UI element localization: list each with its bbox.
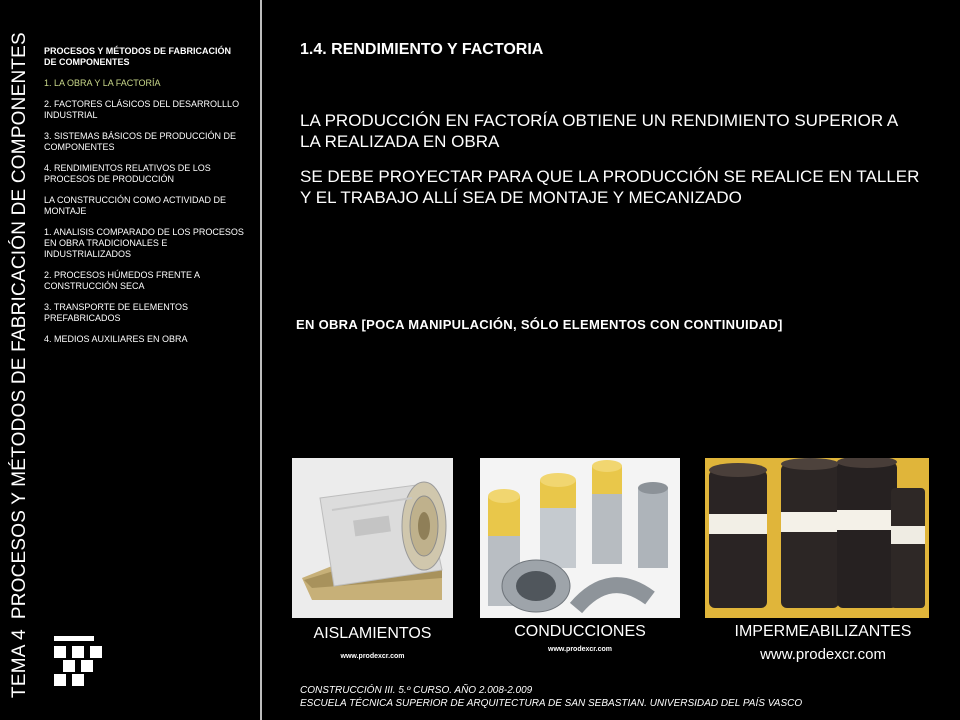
waterproofing-rolls-image <box>705 458 929 618</box>
ducts-image <box>480 458 680 618</box>
product-conducciones <box>480 458 680 653</box>
aislamientos-label: AISLAMIENTOS <box>313 625 432 642</box>
vertical-title <box>0 0 40 720</box>
tema-label: TEMA 4 <box>9 629 30 698</box>
sidebar-item-obra-factoria[interactable]: 1. LA OBRA Y LA FACTORÍA <box>44 78 161 88</box>
paragraph-proyectar: SE DEBE PROYECTAR PARA QUE LA PRODUCCIÓN SE REALICE EN TALLER Y EL TRABAJO ALLÍ SEA DE MONTAJE Y MECANIZADO <box>300 167 920 207</box>
sidebar-item-analisis-comparado[interactable]: 1. ANALISIS COMPARADO DE LOS PROCESOS EN OBRA TRADICIONALES E INDUSTRIALIZADOS <box>44 227 244 259</box>
aislamientos-url[interactable]: www.prodexcr.com <box>340 653 405 660</box>
sidebar-item-medios-auxiliares[interactable]: 4. MEDIOS AUXILIARES EN OBRA <box>44 334 188 344</box>
footer <box>300 684 802 710</box>
en-obra-subtitle: EN OBRA [POCA MANIPULACIÓN, SÓLO ELEMENTOS CON CONTINUIDAD] <box>296 317 783 332</box>
sidebar-item-procesos-humedos[interactable]: 2. PROCESOS HÚMEDOS FRENTE A CONSTRUCCIÓN SECA <box>44 270 200 291</box>
paragraph-rendimiento: LA PRODUCCIÓN EN FACTORÍA OBTIENE UN RENDIMIENTO SUPERIOR A LA REALIZADA EN OBRA <box>300 111 898 151</box>
conducciones-url[interactable]: www.prodexcr.com <box>548 646 612 653</box>
sidebar-nav <box>44 46 256 355</box>
conducciones-label: CONDUCCIONES <box>514 623 646 640</box>
product-aislamientos <box>292 458 453 660</box>
sidebar-item-heading[interactable]: PROCESOS Y MÉTODOS DE FABRICACIÓN DE COMPONENTES <box>44 46 232 67</box>
impermeabilizantes-url[interactable]: www.prodexcr.com <box>760 646 886 663</box>
sidebar-item-transporte[interactable]: 3. TRANSPORTE DE ELEMENTOS PREFABRICADOS <box>44 302 189 323</box>
university-logo-icon <box>50 634 110 690</box>
sidebar-item-sistemas-basicos[interactable]: 3. SISTEMAS BÁSICOS DE PRODUCCIÓN DE COMPONENTES <box>44 131 237 152</box>
footer-school: ESCUELA TÉCNICA SUPERIOR DE ARQUITECTURA DE SAN SEBASTIAN. UNIVERSIDAD DEL PAÍS VASCO <box>300 698 803 709</box>
vertical-divider <box>260 0 262 720</box>
sidebar-item-rendimientos[interactable]: 4. RENDIMIENTOS RELATIVOS DE LOS PROCESOS DE PRODUCCIÓN <box>44 163 211 184</box>
insulation-roll-image <box>292 458 453 618</box>
footer-course: CONSTRUCCIÓN III. 5.º CURSO. AÑO 2.008-2.009 <box>300 685 533 696</box>
section-title: 1.4. RENDIMIENTO Y FACTORIA <box>300 41 544 58</box>
product-impermeabilizantes <box>705 458 929 663</box>
course-title: PROCESOS Y MÉTODOS DE FABRICACIÓN DE COMPONENTES <box>9 32 30 620</box>
impermeabilizantes-label: IMPERMEABILIZANTES <box>734 623 912 640</box>
sidebar-item-construccion-montaje[interactable]: LA CONSTRUCCIÓN COMO ACTIVIDAD DE MONTAJE <box>44 195 227 216</box>
sidebar-item-factores-clasicos[interactable]: 2. FACTORES CLÁSICOS DEL DESARROLLLO INDUSTRIAL <box>44 99 240 120</box>
